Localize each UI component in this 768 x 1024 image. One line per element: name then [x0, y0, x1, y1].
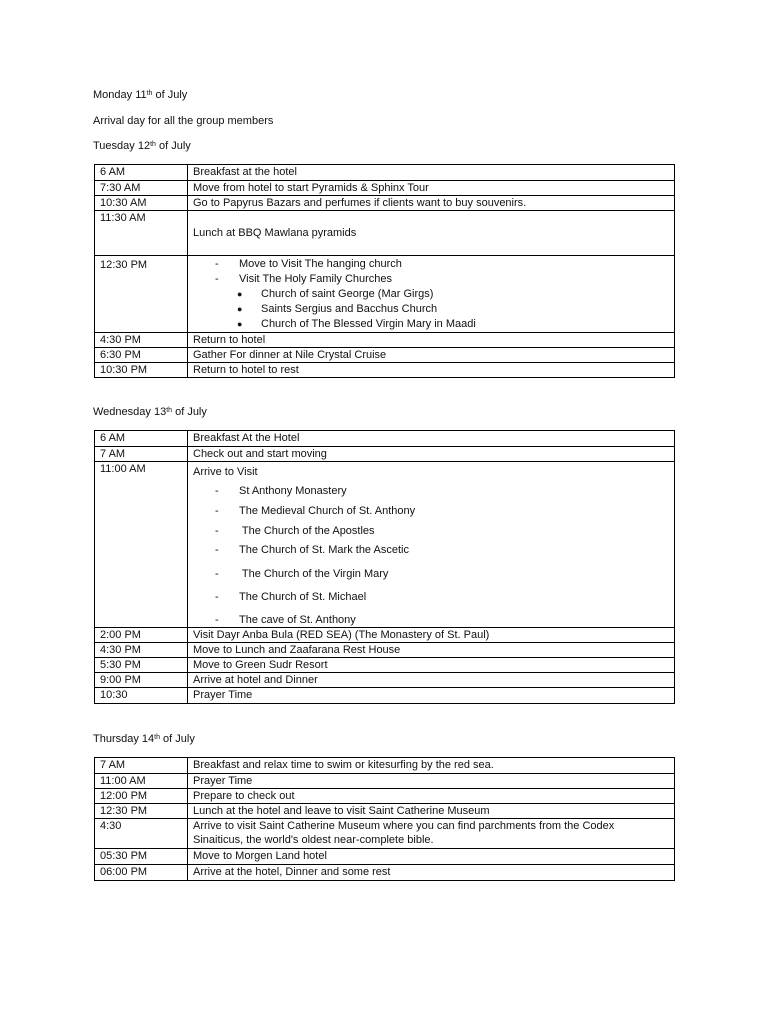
activity-cell: Arrive at the hotel, Dinner and some rest	[188, 865, 675, 881]
time-cell: 4:30	[95, 819, 188, 849]
time-cell: 2:00 PM	[95, 628, 188, 643]
table-row	[95, 348, 675, 363]
list-item	[193, 524, 674, 538]
list-item	[193, 543, 674, 557]
table-row	[95, 211, 675, 256]
dash-bullet: -	[215, 544, 219, 556]
table-row	[95, 819, 675, 849]
time-cell: 6 AM	[95, 165, 188, 181]
time-cell: 7 AM	[95, 758, 188, 774]
list-item-text: Saints Sergius and Bacchus Church	[261, 303, 438, 315]
time-cell: 5:30 PM	[95, 658, 188, 673]
table-row	[95, 196, 675, 211]
heading-ordinal: th	[166, 407, 173, 414]
list-item-text: The Medieval Church of St. Anthony	[239, 505, 416, 517]
bullet-icon: ●	[237, 319, 243, 329]
list-item-text: Church of The Blessed Virgin Mary in Maadi	[261, 318, 476, 330]
table-row	[95, 333, 675, 348]
activity-cell: Gather For dinner at Nile Crystal Cruise	[188, 348, 675, 363]
dash-bullet: -	[215, 485, 219, 497]
activity-cell: Move to Green Sudr Resort	[188, 658, 675, 673]
list-item	[193, 272, 674, 286]
table-row	[95, 363, 675, 378]
time-text: 12:30 PM	[100, 259, 148, 271]
list-item	[193, 504, 674, 518]
activity-cell: Return to hotel to rest	[188, 363, 675, 378]
dash-bullet: -	[215, 614, 219, 626]
activity-cell	[188, 819, 675, 849]
table-row	[95, 849, 675, 865]
bullet-icon: ●	[237, 304, 243, 314]
time-cell: 05:30 PM	[95, 849, 188, 865]
time-cell: 11:30 AM	[95, 211, 188, 256]
list-item-text: St Anthony Monastery	[239, 485, 347, 497]
time-cell: 10:30	[95, 688, 188, 704]
time-cell: 06:00 PM	[95, 865, 188, 881]
wednesday-schedule-table	[94, 430, 675, 704]
activity-cell: Breakfast at the hotel	[188, 165, 675, 181]
time-cell: 11:00 AM	[95, 774, 188, 789]
heading-text: of July	[160, 733, 195, 745]
time-cell	[95, 256, 188, 333]
time-cell: 10:30 AM	[95, 196, 188, 211]
table-row	[95, 673, 675, 688]
activity-cell: Check out and start moving	[188, 447, 675, 462]
time-cell: 4:30 PM	[95, 333, 188, 348]
list-item	[193, 567, 674, 581]
time-cell: 6 AM	[95, 431, 188, 447]
list-item-text: The Church of the Virgin Mary	[239, 568, 389, 580]
activity-cell: Move to Morgen Land hotel	[188, 849, 675, 865]
heading-monday	[93, 89, 187, 102]
activity-cell: Breakfast At the Hotel	[188, 431, 675, 447]
list-item-text: The cave of St. Anthony	[239, 614, 356, 626]
time-cell: 4:30 PM	[95, 643, 188, 658]
activity-cell: Move from hotel to start Pyramids & Sphinx Tour	[188, 181, 675, 196]
activity-text-line: Sinaiticus, the world's oldest near-complete bible.	[193, 834, 434, 846]
table-row	[95, 628, 675, 643]
heading-wednesday	[93, 406, 207, 419]
dash-bullet: -	[215, 591, 219, 603]
activity-cell	[188, 211, 675, 256]
activity-cell: Go to Papyrus Bazars and perfumes if clients want to buy souvenirs.	[188, 196, 675, 211]
dash-bullet: -	[215, 525, 219, 537]
table-row	[95, 804, 675, 819]
table-row	[95, 789, 675, 804]
heading-text: of July	[152, 89, 188, 101]
table-row	[95, 431, 675, 447]
heading-tuesday	[93, 140, 191, 153]
arrival-note: Arrival day for all the group members	[93, 115, 274, 127]
table-row	[95, 688, 675, 704]
list-item-text: The Church of St. Mark the Ascetic	[239, 544, 409, 556]
activity-cell: Prayer Time	[188, 774, 675, 789]
table-row	[95, 658, 675, 673]
list-item-text: Move to Visit The hanging church	[239, 258, 402, 270]
table-row	[95, 462, 675, 628]
thursday-schedule-table	[94, 757, 675, 881]
table-row	[95, 643, 675, 658]
activity-cell: Arrive at hotel and Dinner	[188, 673, 675, 688]
heading-text: Wednesday 13	[93, 406, 167, 418]
heading-thursday	[93, 733, 195, 746]
list-item	[193, 317, 674, 331]
activity-text: Lunch at BBQ Mawlana pyramids	[193, 227, 357, 239]
heading-ordinal: th	[146, 90, 153, 97]
time-cell: 11:00 AM	[95, 462, 188, 628]
time-cell: 9:00 PM	[95, 673, 188, 688]
heading-text: Thursday 14	[93, 733, 155, 745]
heading-text: Tuesday 12	[93, 140, 151, 152]
activity-cell: Return to hotel	[188, 333, 675, 348]
list-item	[193, 613, 674, 627]
list-item	[193, 257, 674, 271]
tuesday-schedule-table	[94, 164, 675, 378]
heading-text: Monday 11	[93, 89, 147, 101]
activity-cell: Lunch at the hotel and leave to visit Saint Catherine Museum	[188, 804, 675, 819]
list-item	[193, 302, 674, 316]
dash-bullet: -	[215, 258, 219, 270]
activity-cell: Prepare to check out	[188, 789, 675, 804]
time-cell: 7 AM	[95, 447, 188, 462]
list-item-text: The Church of the Apostles	[239, 525, 375, 537]
table-row	[95, 165, 675, 181]
activity-cell: Move to Lunch and Zaafarana Rest House	[188, 643, 675, 658]
list-item-text: Church of saint George (Mar Girgs)	[261, 288, 434, 300]
time-cell: 10:30 PM	[95, 363, 188, 378]
dash-bullet: -	[215, 273, 219, 285]
activity-cell: Breakfast and relax time to swim or kitesurfing by the red sea.	[188, 758, 675, 774]
bullet-icon: ●	[237, 289, 243, 299]
heading-text: of July	[155, 140, 191, 152]
activity-cell	[188, 256, 675, 333]
table-row	[95, 758, 675, 774]
dash-bullet: -	[215, 505, 219, 517]
activity-cell: Visit Dayr Anba Bula (RED SEA) (The Monastery of St. Paul)	[188, 628, 675, 643]
table-row	[95, 865, 675, 881]
list-item	[193, 484, 674, 498]
table-row	[95, 447, 675, 462]
list-item-text: Visit The Holy Family Churches	[239, 273, 393, 285]
table-row	[95, 774, 675, 789]
time-cell: 12:30 PM	[95, 804, 188, 819]
activity-cell	[188, 462, 675, 628]
activity-text-line: Arrive to visit Saint Catherine Museum where you can find parchments from the Codex	[193, 820, 615, 832]
list-intro: Arrive to Visit	[193, 466, 258, 478]
time-cell: 12:00 PM	[95, 789, 188, 804]
heading-text: of July	[172, 406, 207, 418]
heading-ordinal: th	[150, 141, 156, 148]
time-cell: 7:30 AM	[95, 181, 188, 196]
list-item	[193, 287, 674, 301]
time-cell: 6:30 PM	[95, 348, 188, 363]
table-row	[95, 256, 675, 333]
dash-bullet: -	[215, 568, 219, 580]
table-row	[95, 181, 675, 196]
heading-ordinal: th	[154, 734, 160, 741]
list-item-text: The Church of St. Michael	[239, 591, 367, 603]
activity-cell: Prayer Time	[188, 688, 675, 704]
list-item	[193, 590, 674, 604]
